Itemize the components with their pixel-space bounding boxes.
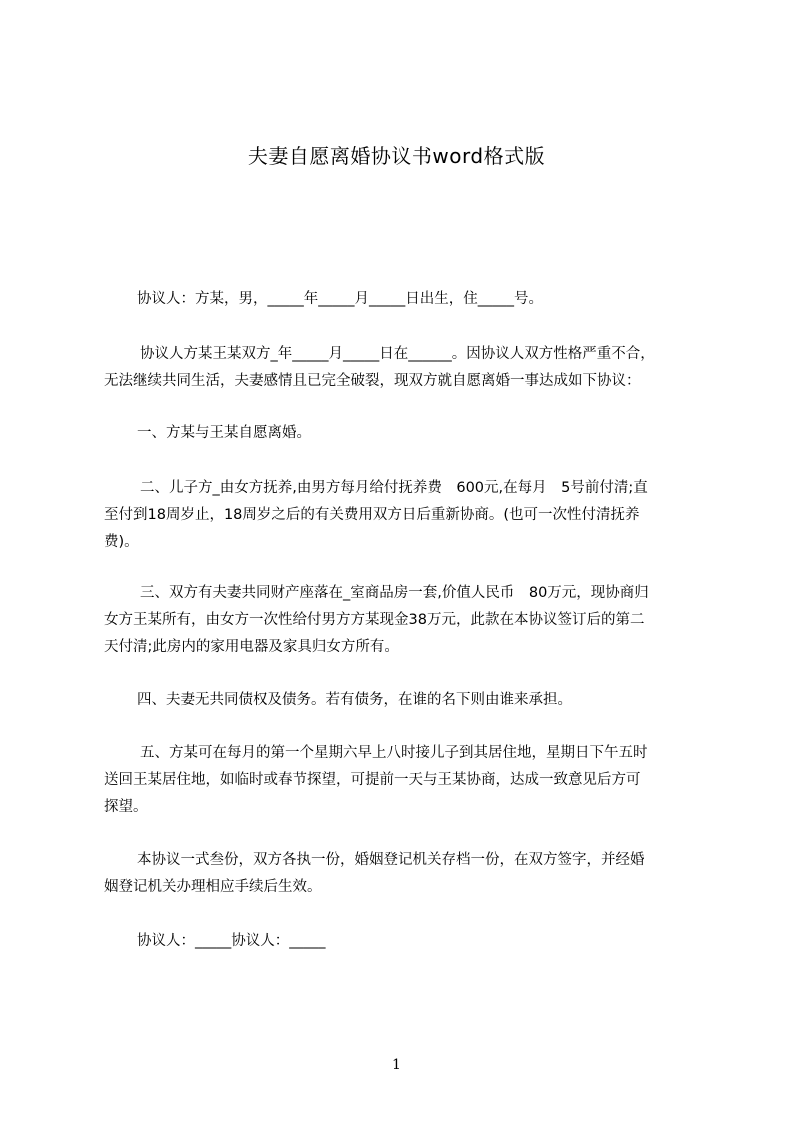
closing-paragraph — [104, 847, 698, 901]
paragraph-line: 本协议一式叁份，双方各执一份，婚姻登记机关存档一份，在双方签字，并经婚 — [137, 852, 645, 868]
clause-1 — [104, 420, 698, 447]
paragraph-line: 五、方某可在每月的第一个星期六早上八时接儿子到其居住地，星期日下午五时 — [140, 745, 648, 761]
parties-line — [104, 286, 698, 313]
paragraph-line: 无法继续共同生活，夫妻感情且已完全破裂，现双方就自愿离婚一事达成如下协议： — [104, 373, 641, 389]
paragraph-line: 三、双方有夫妻共同财产座落在_室商品房一套,价值人民币 80万元，现协商归 — [140, 585, 649, 601]
paragraph-line: 协议人：方某，男，_____年_____月_____日出生，住_____号。 — [137, 291, 543, 307]
intro-paragraph — [104, 341, 698, 395]
paragraph-line: 探望。 — [104, 799, 148, 815]
paragraph-line: 二、儿子方_由女方抚养,由男方每月给付抚养费 600元,在每月 5号前付清;直 — [140, 480, 648, 496]
paragraph-line: 女方王某所有，由女方一次性给付男方方某现金38万元，此款在本协议签订后的第二 — [104, 612, 645, 628]
clause-4 — [104, 687, 698, 714]
paragraph-line: 协议人：_____协议人：_____ — [137, 933, 326, 949]
clause-3 — [104, 580, 698, 661]
document-title: 夫妻自愿离婚协议书word格式版 — [247, 144, 546, 168]
paragraph-line: 天付清;此房内的家用电器及家具归女方所有。 — [104, 639, 399, 655]
paragraph-line: 至付到18周岁止，18周岁之后的有关费用双方日后重新协商。(也可一次性付清抚养 — [104, 507, 640, 523]
paragraph-line: 协议人方某王某双方_年_____月_____日在______。因协议人双方性格严重不合， — [140, 346, 655, 362]
clause-5 — [104, 740, 698, 821]
page-number: 1 — [392, 1057, 401, 1073]
signature-line — [104, 928, 698, 955]
paragraph-line: 四、夫妻无共同债权及债务。若有债务，在谁的名下则由谁来承担。 — [137, 692, 572, 708]
paragraph-line: 费)。 — [104, 534, 139, 550]
paragraph-line: 送回王某居住地，如临时或春节探望，可提前一天与王某协商，达成一致意见后方可 — [104, 772, 641, 788]
paragraph-line: 一、方某与王某自愿离婚。 — [137, 425, 311, 441]
clause-2 — [104, 475, 698, 556]
paragraph-line: 姻登记机关办理相应手续后生效。 — [104, 879, 322, 895]
